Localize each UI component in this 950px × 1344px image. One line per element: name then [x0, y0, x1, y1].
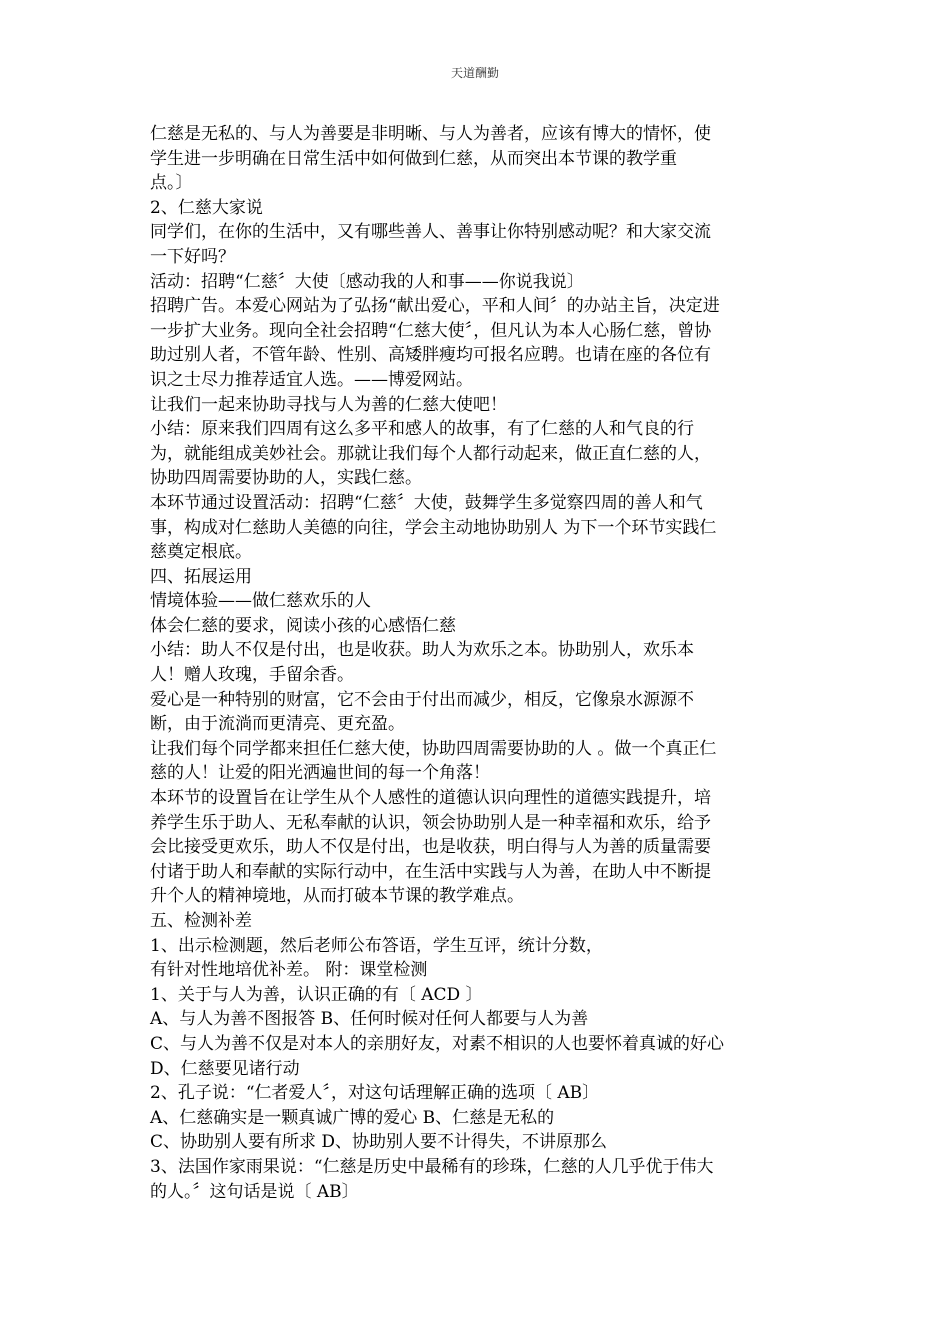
text-line: 一步扩大业务。现向全社会招聘“仁慈大使〞，但凡认为本人心肠仁慈，曾协 — [150, 320, 712, 341]
text-line: 让我们一起来协助寻找与人为善的仁慈大使吧！ — [150, 394, 507, 415]
quiz-question: 3、法国作家雨果说：“仁慈是历史中最稀有的珍珠，仁慈的人几乎优于伟大 — [150, 1156, 714, 1177]
text-line: 识之士尽力推荐适宜人选。——博爱网站。 — [150, 369, 473, 390]
text-line: 爱心是一种特别的财富，它不会由于付出而减少，相反，它像泉水源源不 — [150, 689, 694, 710]
quiz-question: 1、关于与人为善，认识正确的有〔 ACD 〕 — [150, 984, 483, 1005]
text-line: 学生进一步明确在日常生活中如何做到仁慈，从而突出本节课的教学重 — [150, 148, 677, 169]
text-line: 慈的人！让爱的阳光洒遍世间的每一个角落！ — [150, 763, 490, 784]
text-line: 慈奠定根底。 — [150, 542, 252, 563]
text-line: 协助四周需要协助的人，实践仁慈。 — [150, 468, 422, 489]
text-line: 体会仁慈的要求，阅读小孩的心感悟仁慈 — [150, 615, 456, 636]
text-line: 有针对性地培优补差。 附：课堂检测 — [150, 960, 428, 981]
text-line: 会比接受更欢乐，助人不仅是付出，也是收获，明白得与人为善的质量需要 — [150, 837, 711, 858]
text-line: 本环节通过设置活动：招聘“仁慈〞大使，鼓舞学生多觉察四周的善人和气 — [150, 492, 703, 513]
quiz-option: A、与人为善不图报答 B、任何时候对任何人都要与人为善 — [150, 1009, 589, 1030]
section-heading: 2、仁慈大家说 — [150, 197, 263, 218]
text-line: 助过别人者，不管年龄、性别、高矮胖瘦均可报名应聘。也请在座的各位有 — [150, 345, 711, 366]
section-heading: 四、拓展运用 — [150, 566, 252, 587]
text-line: 断，由于流淌而更清亮、更充盈。 — [150, 714, 405, 735]
text-line: 为，就能组成美妙社会。那就让我们每个人都行动起来，做正直仁慈的人， — [150, 443, 711, 464]
text-line: 事，构成对仁慈助人美德的向往，学会主动地协助别人 为下一个环节实践仁 — [150, 517, 717, 538]
text-line: 情境体验——做仁慈欢乐的人 — [150, 591, 371, 612]
section-heading: 五、检测补差 — [150, 911, 252, 931]
text-line: 付诸于助人和奉献的实际行动中，在生活中实践与人为善，在助人中不断提 — [150, 861, 711, 882]
text-line: 的人。〞这句话是说〔 AB〕 — [150, 1181, 359, 1202]
text-line: 同学们，在你的生活中，又有哪些善人、善事让你特别感动呢？和大家交流 — [150, 222, 711, 243]
quiz-question: 2、孔子说：“仁者爱人〞，对这句话理解正确的选项〔 AB〕 — [150, 1083, 600, 1104]
text-line: 人！赠人玫瑰，手留余香。 — [150, 665, 354, 686]
quiz-option: C、与人为善不仅是对本人的亲朋好友，对素不相识的人也要怀着真诚的好心 — [150, 1033, 725, 1054]
text-line: 仁慈是无私的、与人为善要是非明晰、与人为善者，应该有博大的情怀，使 — [150, 124, 711, 144]
page-header: 天道酬勤 — [450, 66, 499, 80]
text-line: 本环节的设置旨在让学生从个人感性的道德认识向理性的道德实践提升，培 — [150, 788, 711, 809]
quiz-option: C、协助别人要有所求 D、协助别人要不计得失，不讲原那么 — [150, 1132, 608, 1153]
text-line: 1、出示检测题，然后老师公布答语，学生互评，统计分数， — [150, 935, 603, 956]
quiz-option: A、仁慈确实是一颗真诚广博的爱心 B、仁慈是无私的 — [150, 1107, 555, 1128]
text-line: 养学生乐于助人、无私奉献的认识，领会协助别人是一种幸福和欢乐，给予 — [150, 812, 711, 833]
text-line: 升个人的精神境地，从而打破本节课的教学难点。 — [150, 886, 524, 907]
text-line: 让我们每个同学都来担任仁慈大使，协助四周需要协助的人 。做一个真正仁 — [150, 738, 717, 759]
text-line: 点。〕 — [150, 173, 193, 194]
text-line: 活动：招聘“仁慈〞大使〔感动我的人和事——你说我说〕 — [150, 271, 584, 292]
text-line: 招聘广告。本爱心网站为了弘扬“献出爱心，平和人间〞的办站主旨，决定进 — [150, 296, 720, 317]
text-line: 小结：助人不仅是付出，也是收获。助人为欢乐之本。协助别人，欢乐本 — [150, 640, 694, 661]
quiz-option: D、仁慈要见诸行动 — [150, 1058, 300, 1079]
text-line: 一下好吗？ — [150, 246, 235, 267]
document-body — [150, 122, 800, 1204]
text-line: 小结：原来我们四周有这么多平和感人的故事，有了仁慈的人和气良的行 — [150, 419, 694, 440]
